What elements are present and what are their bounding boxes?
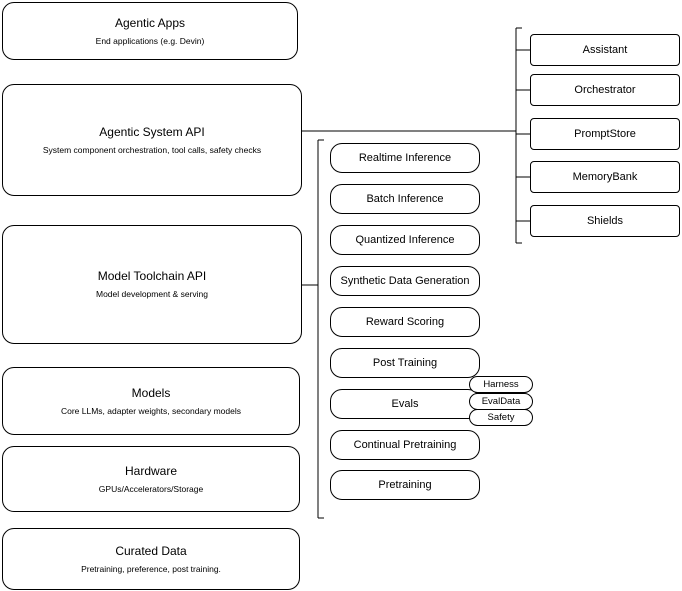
layer-title: Model Toolchain API (97, 269, 207, 283)
capability-label: Batch Inference (366, 193, 444, 205)
layer-title: Agentic Apps (114, 15, 186, 30)
capability-synthetic-data-generation[interactable] (330, 266, 480, 296)
layer-subtitle: Model development & serving (96, 289, 208, 299)
layer-agentic-system-api[interactable] (2, 84, 302, 196)
system-component-assistant[interactable] (530, 34, 680, 66)
layer-title: Hardware (124, 463, 178, 478)
capability-label: Synthetic Data Generation (340, 275, 470, 287)
layer-models[interactable] (2, 367, 300, 435)
capability-label: Reward Scoring (365, 316, 445, 328)
layer-subtitle: Core LLMs, adapter weights, secondary models (60, 405, 241, 416)
layer-subtitle: End applications (e.g. Devin) (95, 35, 205, 46)
layer-subtitle: GPUs/Accelerators/Storage (98, 483, 204, 494)
eval-pill-label: EvalData (481, 396, 521, 407)
system-component-shields[interactable] (530, 205, 680, 237)
capability-label: Continual Pretraining (353, 439, 457, 451)
capability-evals[interactable] (330, 389, 480, 419)
layer-subtitle: Pretraining, preference, post training. (81, 563, 221, 574)
eval-pill-label: Safety (487, 412, 515, 423)
system-component-label: Orchestrator (574, 84, 636, 96)
layer-agentic-apps[interactable] (2, 2, 298, 60)
capability-post-training[interactable] (330, 348, 480, 378)
system-component-label: PromptStore (574, 128, 636, 140)
capability-quantized-inference[interactable] (330, 225, 480, 255)
eval-pill-label: Harness (483, 379, 519, 390)
layer-hardware[interactable] (2, 446, 300, 512)
layer-model-toolchain-api[interactable] (2, 225, 302, 344)
capability-reward-scoring[interactable] (330, 307, 480, 337)
eval-pill-evaldata[interactable] (469, 393, 533, 410)
system-component-orchestrator[interactable] (530, 74, 680, 106)
capability-realtime-inference[interactable] (330, 143, 480, 173)
capability-label: Quantized Inference (355, 234, 455, 246)
eval-pill-harness[interactable] (469, 376, 533, 393)
layer-curated-data[interactable] (2, 528, 300, 590)
capability-pretraining[interactable] (330, 470, 480, 500)
system-component-label: Shields (586, 215, 624, 227)
capability-label: Post Training (372, 357, 438, 369)
system-component-label: Assistant (582, 44, 628, 56)
capability-batch-inference[interactable] (330, 184, 480, 214)
layer-title: Curated Data (115, 543, 187, 558)
system-component-label: MemoryBank (572, 171, 638, 183)
capability-label: Pretraining (378, 479, 432, 491)
capability-continual-pretraining[interactable] (330, 430, 480, 460)
eval-pill-safety[interactable] (469, 409, 533, 426)
layer-title: Models (131, 385, 171, 400)
layer-subtitle: System component orchestration, tool calls, safety checks (42, 144, 262, 155)
layer-title: Agentic System API (99, 124, 205, 139)
system-component-promptstore[interactable] (530, 118, 680, 150)
capability-label: Realtime Inference (358, 152, 452, 164)
system-component-memorybank[interactable] (530, 161, 680, 193)
capability-label: Evals (391, 398, 419, 410)
